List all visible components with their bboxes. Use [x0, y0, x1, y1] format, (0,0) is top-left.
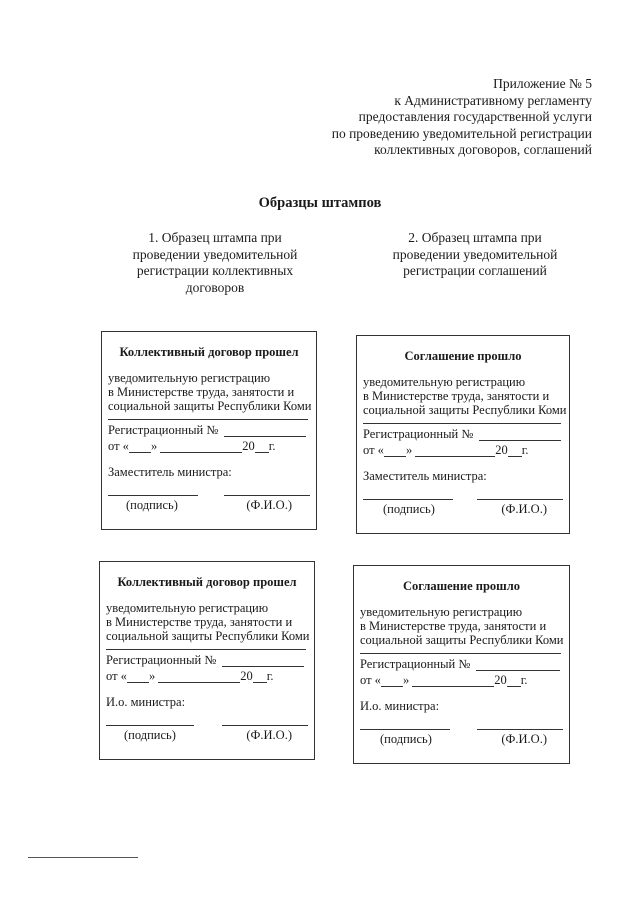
stamp-body-line: в Министерстве труда, занятости и [108, 385, 295, 399]
stamp-body-line: уведомительную регистрацию [108, 371, 271, 385]
name-line [477, 723, 563, 730]
signature-label: (подпись) [126, 498, 178, 512]
name-line [224, 489, 310, 496]
stamp-body-line: уведомительную регистрацию [106, 601, 269, 615]
stamp-body-line: уведомительную регистрацию [363, 375, 526, 389]
month-blank [160, 441, 242, 453]
year-prefix: 20 [240, 669, 253, 683]
month-blank [415, 445, 495, 457]
header-line: к Административному регламенту [394, 92, 592, 108]
date-row [106, 669, 308, 683]
year-prefix: 20 [495, 443, 508, 457]
date-row [363, 443, 563, 457]
signature-labels [360, 732, 563, 746]
stamp-body-line: социальной защиты Республики Коми [108, 399, 312, 413]
header-line: предоставления государственной услуги [358, 109, 592, 124]
year-blank [253, 671, 267, 683]
minister-label: Заместитель министра: [108, 465, 232, 479]
stamp-body-line: социальной защиты Республики Коми [106, 629, 310, 643]
year-suffix: г. [521, 443, 529, 457]
header-line: коллективных договоров, соглашений [374, 142, 592, 157]
signature-line [106, 719, 194, 726]
month-blank [158, 671, 240, 683]
registration-blank [479, 429, 561, 441]
stamp-collective-agreement-acting [99, 561, 315, 760]
signature-lines [106, 719, 308, 726]
year-prefix: 20 [242, 439, 255, 453]
date-row [108, 439, 310, 453]
year-suffix: г. [268, 439, 276, 453]
stamp-title: Соглашение прошло [404, 349, 522, 363]
minister-label: Заместитель министра: [363, 469, 487, 483]
stamp-body-line: в Министерстве труда, занятости и [363, 389, 550, 403]
name-line [222, 719, 308, 726]
year-blank [507, 675, 521, 687]
signature-labels [108, 498, 310, 512]
registration-label: Регистрационный № [360, 657, 471, 671]
date-row [360, 673, 563, 687]
year-prefix: 20 [494, 673, 507, 687]
registration-label: Регистрационный № [106, 653, 217, 667]
header-line: по проведению уведомительной регистрации [331, 125, 592, 141]
signature-labels [106, 728, 308, 742]
stamp-body-line: социальной защиты Республики Коми [360, 633, 564, 647]
stamp-title: Коллективный договор прошел [117, 575, 297, 589]
signature-line [108, 489, 198, 496]
stamp-body-line: социальной защиты Республики Коми [363, 403, 567, 417]
signature-label: (подпись) [380, 732, 432, 746]
stamp-agreement-acting [353, 565, 570, 764]
date-mid: » [150, 439, 158, 453]
signature-line [363, 493, 453, 500]
name-label: (Ф.И.О.) [501, 732, 547, 746]
name-label: (Ф.И.О.) [501, 502, 547, 516]
signature-lines [360, 723, 563, 730]
signature-label: (подпись) [383, 502, 435, 516]
stamp-body-line: в Министерстве труда, занятости и [106, 615, 293, 629]
date-prefix: от « [106, 669, 127, 683]
signature-lines [363, 493, 563, 500]
registration-number-row [363, 427, 563, 441]
registration-blank [476, 659, 560, 671]
day-blank [384, 445, 406, 457]
minister-label: И.о. министра: [360, 699, 440, 713]
stamp-body-line: в Министерстве труда, занятости и [360, 619, 547, 633]
caption-line: договоров [185, 279, 245, 295]
header-line: Приложение № 5 [493, 76, 592, 91]
year-suffix: г. [520, 673, 528, 687]
date-mid: » [405, 443, 413, 457]
appendix-header [332, 76, 592, 159]
footnote-separator [28, 857, 138, 858]
signature-label: (подпись) [124, 728, 176, 742]
signature-lines [108, 489, 310, 496]
divider [106, 643, 306, 650]
caption-line: регистрации соглашений [403, 263, 547, 278]
divider [363, 417, 561, 424]
caption-line: проведении уведомительной [132, 246, 298, 262]
date-prefix: от « [360, 673, 381, 687]
stamp-agreement [356, 335, 570, 534]
day-blank [127, 671, 149, 683]
month-blank [412, 675, 494, 687]
registration-number-row [108, 423, 310, 437]
stamp-title: Коллективный договор прошел [119, 345, 299, 359]
stamp-body-line: уведомительную регистрацию [360, 605, 523, 619]
year-suffix: г. [266, 669, 274, 683]
caption-right [365, 230, 585, 280]
registration-label: Регистрационный № [108, 423, 219, 437]
signature-line [360, 723, 450, 730]
signature-labels [363, 502, 563, 516]
registration-blank [222, 655, 304, 667]
date-mid: » [148, 669, 156, 683]
divider [360, 647, 561, 654]
registration-label: Регистрационный № [363, 427, 474, 441]
caption-line: 2. Образец штампа при [408, 230, 542, 245]
registration-number-row [360, 657, 563, 671]
caption-line: регистрации коллективных [136, 263, 294, 278]
name-label: (Ф.И.О.) [246, 498, 292, 512]
name-label: (Ф.И.О.) [246, 728, 292, 742]
day-blank [381, 675, 403, 687]
page-title: Образцы штампов [258, 195, 382, 211]
date-mid: » [402, 673, 410, 687]
caption-left [110, 230, 320, 296]
name-line [477, 493, 563, 500]
stamp-collective-agreement [101, 331, 317, 530]
date-prefix: от « [108, 439, 129, 453]
year-blank [508, 445, 522, 457]
stamp-title: Соглашение прошло [403, 579, 520, 593]
minister-label: И.о. министра: [106, 695, 186, 709]
registration-number-row [106, 653, 308, 667]
registration-blank [224, 425, 306, 437]
caption-line: проведении уведомительной [392, 246, 558, 262]
caption-line: 1. Образец штампа при [148, 230, 282, 245]
divider [108, 413, 308, 420]
year-blank [255, 441, 269, 453]
day-blank [129, 441, 151, 453]
date-prefix: от « [363, 443, 384, 457]
